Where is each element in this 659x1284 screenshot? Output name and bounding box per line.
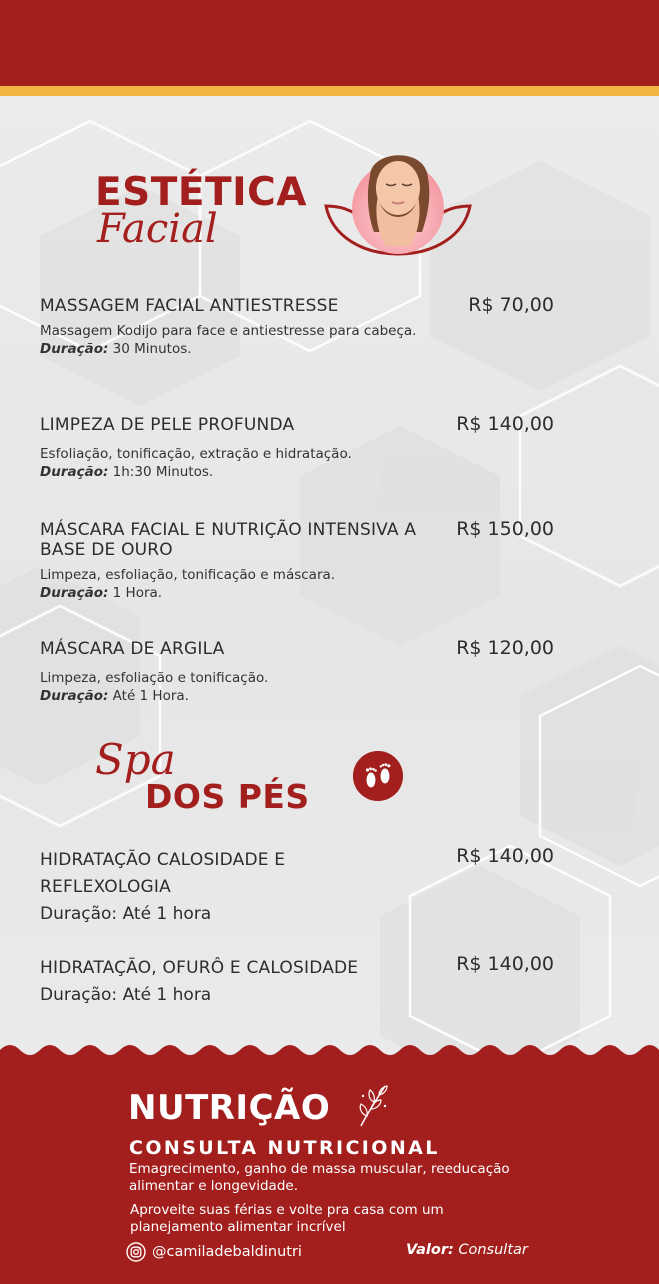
- nutricao-section: [0, 1040, 659, 1284]
- instagram-handle-text: @camiladebaldinutri: [152, 1244, 302, 1260]
- footprints-icon: [353, 751, 403, 801]
- service-duration: [40, 340, 560, 358]
- service-description: Limpeza, esfoliação, tonificação e máscara.: [40, 567, 336, 583]
- service-description: Esfoliação, tonificação, extração e hidratação.: [40, 446, 352, 462]
- service-mascara-argila: [40, 639, 560, 705]
- spa-script-title: Spa: [95, 735, 176, 784]
- service-limpeza-de-pele: [40, 415, 560, 481]
- duration-value: 1 Hora.: [108, 585, 163, 601]
- woman-face-lotus-icon: [322, 136, 474, 258]
- duration-value: 30 Minutos.: [108, 341, 192, 357]
- service-name: MÁSCARA FACIAL E NUTRIÇÃO INTENSIVA A BASE DE OURO: [40, 520, 417, 560]
- spa-item-hidratacao-ofuro: [40, 955, 560, 1009]
- valor-label: Valor:: [406, 1242, 454, 1258]
- estetica-facial-heading: [95, 170, 307, 252]
- instagram-icon: [126, 1242, 146, 1262]
- service-price: R$ 140,00: [456, 413, 554, 435]
- service-mascara-ouro: [40, 520, 560, 602]
- duration-value: Até 1 Hora.: [108, 688, 189, 704]
- spa-item-name: HIDRATAÇÃO, OFURÔ E CALOSIDADE: [40, 958, 359, 978]
- spa-item-price: R$ 140,00: [456, 953, 554, 975]
- service-price: R$ 150,00: [456, 518, 554, 540]
- service-price: R$ 120,00: [456, 637, 554, 659]
- spa-item-name: HIDRATAÇÃO CALOSIDADE E REFLEXOLOGIA: [40, 850, 286, 897]
- top-band: [0, 0, 659, 86]
- spa-item-duration: Duração: Até 1 hora: [40, 904, 212, 924]
- nutricao-promo-text: Aproveite suas férias e volte pra casa com um planejamento alimentar incrível: [130, 1202, 444, 1235]
- valor-value: Consultar: [453, 1242, 528, 1258]
- service-name: LIMPEZA DE PELE PROFUNDA: [40, 415, 295, 435]
- spa-item-price: R$ 140,00: [456, 845, 554, 867]
- service-duration: [40, 687, 560, 705]
- nutricao-description: Emagrecimento, ganho de massa muscular, reeducação alimentar e longevidade.: [129, 1161, 510, 1194]
- service-description: Limpeza, esfoliação e tonificação.: [40, 670, 269, 686]
- service-massagem-facial: [40, 296, 560, 358]
- consulta-nutricional-subtitle: CONSULTA NUTRICIONAL: [129, 1137, 440, 1159]
- duration-label: Duração:: [40, 341, 109, 357]
- dos-pes-title: DOS PÉS: [145, 777, 310, 816]
- duration-label: Duração:: [40, 464, 109, 480]
- duration-label: Duração:: [40, 688, 109, 704]
- service-price: R$ 70,00: [468, 294, 554, 316]
- duration-label: Duração:: [40, 585, 109, 601]
- service-name: MASSAGEM FACIAL ANTIESTRESSE: [40, 296, 339, 316]
- valor-info: [406, 1242, 528, 1258]
- instagram-handle[interactable]: [126, 1242, 302, 1262]
- service-duration: [40, 584, 560, 602]
- estetica-title: ESTÉTICA: [95, 170, 307, 215]
- nutricao-title: NUTRIÇÃO: [128, 1088, 331, 1128]
- service-name: MÁSCARA DE ARGILA: [40, 639, 225, 659]
- service-duration: [40, 463, 560, 481]
- spa-item-duration: Duração: Até 1 hora: [40, 985, 212, 1005]
- top-accent-stripe: [0, 86, 659, 96]
- duration-value: 1h:30 Minutos.: [108, 464, 214, 480]
- facial-script-title: Facial: [97, 206, 218, 252]
- service-description: Massagem Kodijo para face e antiestresse para cabeça.: [40, 323, 417, 339]
- spa-item-hidratacao-reflexologia: [40, 847, 560, 928]
- spa-dos-pes-heading: [95, 735, 310, 816]
- leaf-branch-icon: [355, 1082, 391, 1128]
